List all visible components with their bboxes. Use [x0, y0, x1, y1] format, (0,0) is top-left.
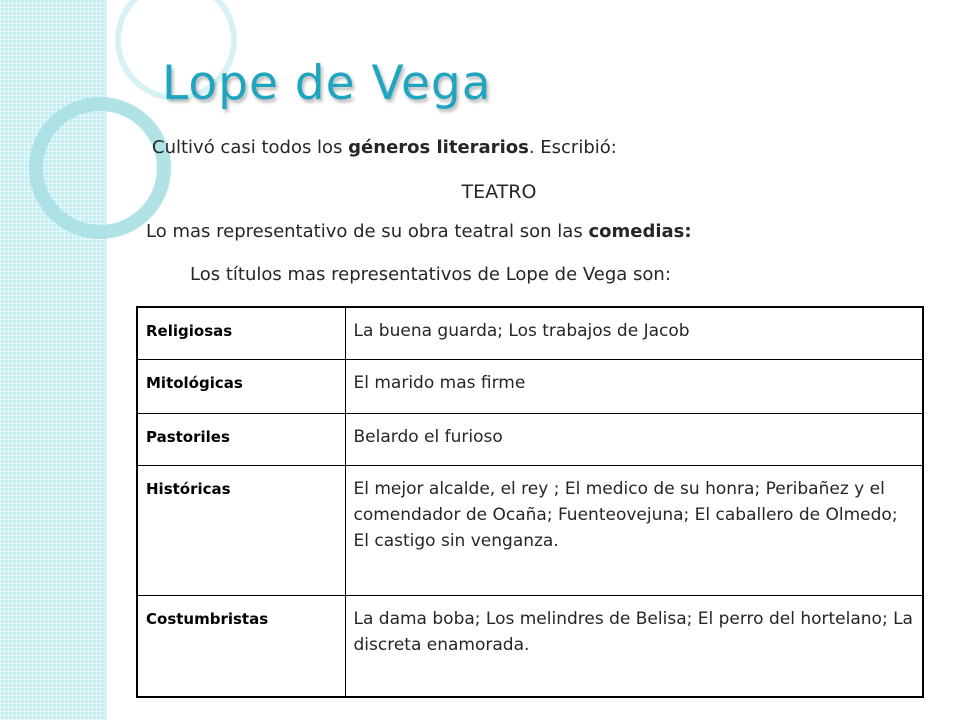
genre-cell: Históricas — [137, 465, 345, 595]
intro-text-start: Cultivó casi todos los — [152, 137, 349, 158]
genre-cell: Religiosas — [137, 307, 345, 359]
works-cell: Belardo el furioso — [345, 413, 923, 465]
table-row — [137, 307, 923, 359]
works-cell: El mejor alcalde, el rey ; El medico de su honra; Peribañez y el comendador de Ocaña; Fuenteovejuna; El caballero de Olmedo; El castigo sin venganza. — [345, 465, 923, 595]
genre-cell: Mitológicas — [137, 359, 345, 413]
table-row — [137, 413, 923, 465]
intro-text-bold: géneros literarios — [348, 137, 529, 158]
decorative-ring-large — [36, 104, 164, 232]
genre-cell: Pastoriles — [137, 413, 345, 465]
comedias-text-bold: comedias: — [588, 221, 692, 242]
intro-text-end: . Escribió: — [528, 137, 617, 158]
titles-intro: Los títulos mas representativos de Lope de Vega son: — [190, 264, 671, 285]
works-cell: La buena guarda; Los trabajos de Jacob — [345, 307, 923, 359]
comedias-text — [146, 221, 692, 242]
comedias-text-start: Lo mas representativo de su obra teatral son las — [146, 221, 589, 242]
table-row — [137, 465, 923, 595]
slide-title: Lope de Vega — [162, 56, 492, 111]
genres-table — [136, 306, 924, 698]
section-heading: TEATRO — [461, 181, 537, 203]
genre-cell: Costumbristas — [137, 595, 345, 697]
works-cell: La dama boba; Los melindres de Belisa; El perro del hortelano; La discreta enamorada. — [345, 595, 923, 697]
table-row — [137, 595, 923, 697]
works-cell: El marido mas firme — [345, 359, 923, 413]
table-row — [137, 359, 923, 413]
intro-text — [152, 137, 617, 158]
